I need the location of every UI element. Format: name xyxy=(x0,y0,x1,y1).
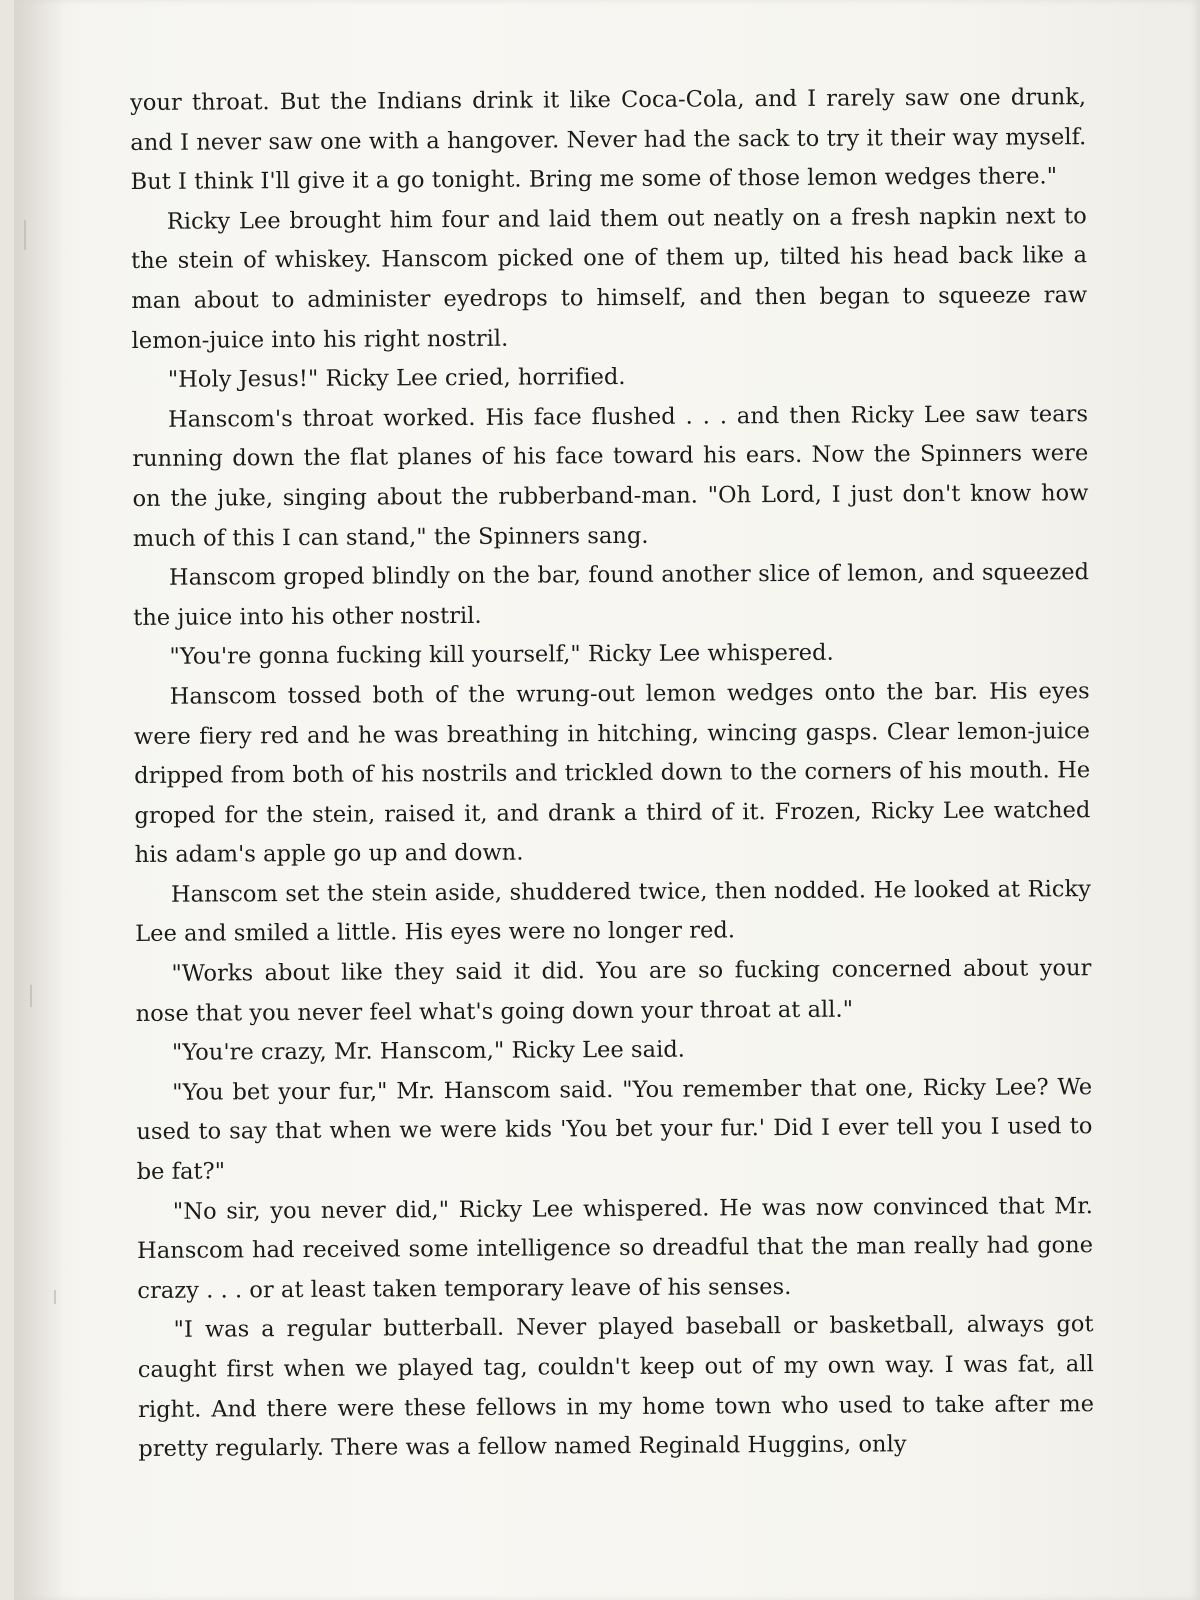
paragraph: Hanscom's throat worked. His face flushed . . . and then Ricky Lee saw tears running down the flat planes of his face toward his ears. Now the Spinners were on the juke, singing about the rubberband-man. "Oh Lord, I just don't know how much of this I can stand," the Spinners sang. xyxy=(132,400,1089,552)
page-edge-mark xyxy=(30,985,32,1007)
paragraph: Hanscom tossed both of the wrung-out lemon wedges onto the bar. His eyes were fiery red and he was breathing in hitching, wincing gasps. Clear lemon-juice dripped from both of his nostrils and trickled down to the corners of his mouth. He groped for the stein, raised it, and drank a third of it. Frozen, Ricky Lee watched his adam's apple go up and down. xyxy=(133,678,1091,869)
paragraph: Hanscom set the stein aside, shuddered twice, then nodded. He looked at Ricky Lee and smiled a little. His eyes were no longer red. xyxy=(135,876,1092,948)
book-page xyxy=(14,0,1200,1600)
paragraph: "Holy Jesus!" Ricky Lee cried, horrified. xyxy=(167,364,626,393)
paragraph: Ricky Lee brought him four and laid them out neatly on a fresh napkin next to the stein of whiskey. Hanscom picked one of them up, tilted his head back like a man about to administer eyedrops to himself, and then began to squeeze raw lemon-juice into his right nostril. xyxy=(131,202,1088,354)
paragraph: "You bet your fur," Mr. Hanscom said. "You remember that one, Ricky Lee? We used to say that when we were kids 'You bet your fur.' Did I ever tell you I used to be fat?" xyxy=(136,1073,1093,1186)
paragraph: "You're gonna fucking kill yourself," Ricky Lee whispered. xyxy=(169,640,834,671)
paragraph: "I was a regular butterball. Never played baseball or basketball, always got caught first when we played tag, couldn't keep out of my own way. I was fat, all right. And there were these fellows in my home town who used to take after me pretty regularly. There was a fellow named Reginald Huggins, only xyxy=(137,1311,1095,1463)
page-edge-mark xyxy=(54,1290,56,1304)
paragraph: your throat. But the Indians drink it like Coca-Cola, and I rarely saw one drunk, and I never saw one with a hangover. Never had the sack to try it their way myself. But I think I'll give it a go tonight. Bring me some of those lemon wedges there." xyxy=(130,84,1087,196)
paragraph: "Works about like they said it did. You are so fucking concerned about your nose that you never feel what's going down your throat at all." xyxy=(135,955,1092,1027)
paragraph: Hanscom groped blindly on the bar, found another slice of lemon, and squeezed the juice into his other nostril. xyxy=(133,559,1090,631)
body-text xyxy=(130,78,1094,1470)
paragraph: "No sir, you never did," Ricky Lee whispered. He was now convinced that Mr. Hanscom had received some intelligence so dreadful that the man really had gone crazy . . . or at least taken temporary leave of his senses. xyxy=(137,1192,1094,1304)
page-gutter-shadow xyxy=(14,0,64,1600)
page-edge-mark xyxy=(24,220,26,250)
paragraph: "You're crazy, Mr. Hanscom," Ricky Lee said. xyxy=(171,1036,686,1067)
